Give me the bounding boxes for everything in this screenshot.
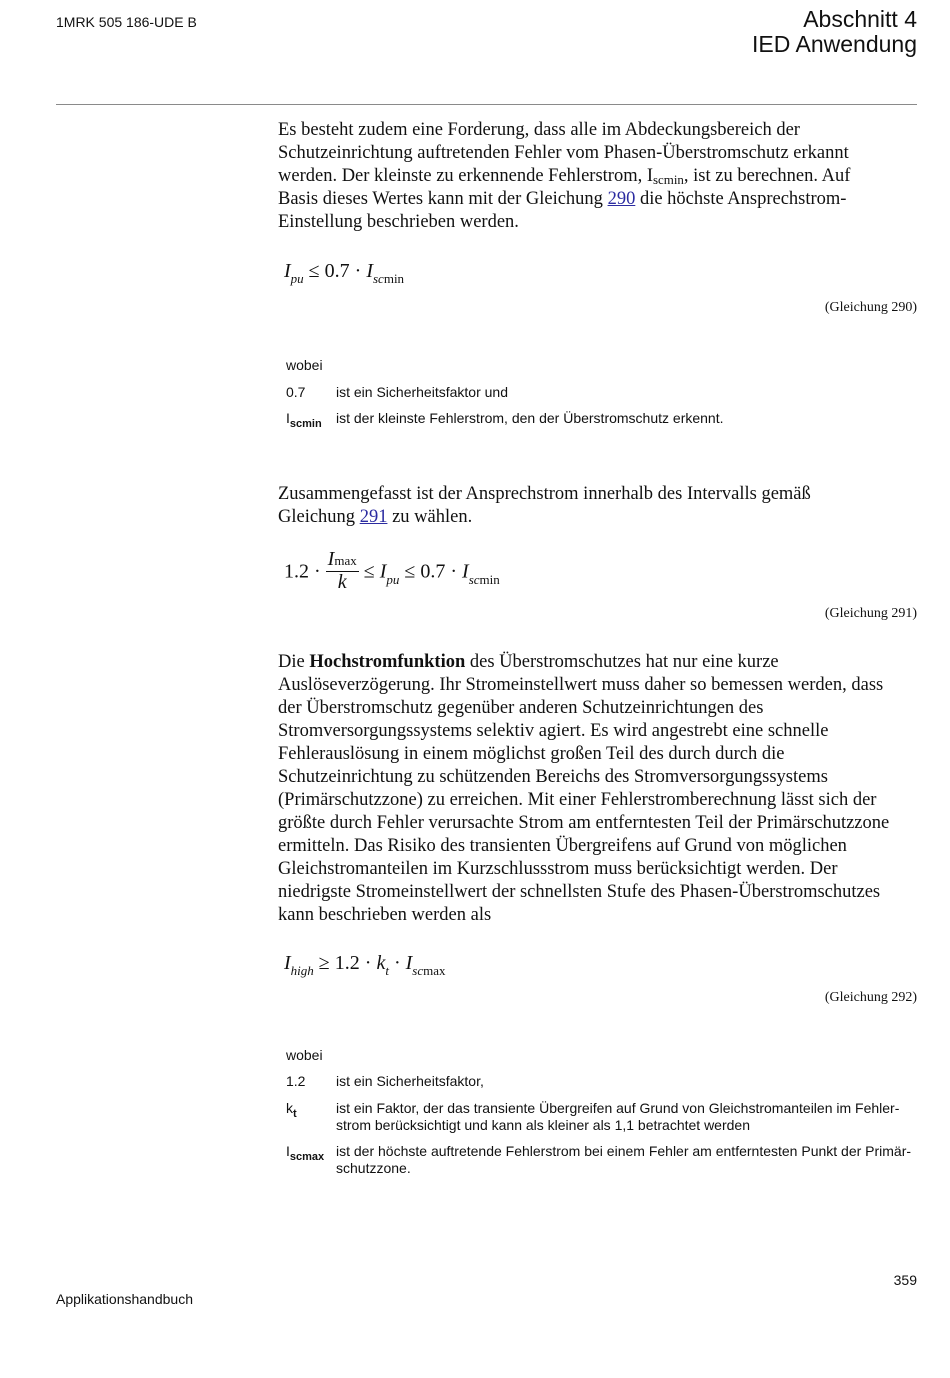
text-fragment: Basis dieses Wertes kann mit der Gleichung bbox=[278, 189, 608, 209]
symbol: I bbox=[366, 260, 373, 282]
where-label: wobei bbox=[286, 357, 323, 373]
text-line: Stromversorgungssystems selektiv agiert. Es wird angestrebt eine schnelle bbox=[278, 721, 829, 741]
symbol: I bbox=[462, 560, 469, 583]
operator: · bbox=[388, 952, 406, 974]
subscript: sc bbox=[412, 963, 424, 978]
subscript: scmin bbox=[289, 418, 322, 430]
equation-number-290: (Gleichung 290) bbox=[824, 300, 917, 315]
subscript: min bbox=[479, 571, 500, 587]
section-number: Abschnitt 4 bbox=[803, 6, 917, 32]
paragraph-requirement bbox=[278, 119, 918, 234]
symbol: I bbox=[284, 260, 291, 282]
subscript: scmin bbox=[653, 172, 684, 187]
paragraph-high-current bbox=[278, 651, 918, 927]
text-fragment: , ist zu berechnen. Auf bbox=[683, 166, 851, 186]
definition-symbol bbox=[286, 1073, 305, 1089]
symbol: 1.2 bbox=[286, 1073, 306, 1089]
operator: 1.2 · bbox=[284, 560, 326, 583]
subscript: max bbox=[334, 553, 357, 568]
symbol: k bbox=[337, 571, 347, 593]
text-line: Gleichstromanteilen im Kurzschlussstrom muss berücksichtigt werden. Der bbox=[278, 859, 838, 879]
text-line: Zusammengefasst ist der Ansprechstrom innerhalb des Intervalls gemäß bbox=[278, 484, 811, 504]
emphasis-term: Hochstromfunktion bbox=[309, 652, 466, 672]
manual-name: Applikationshandbuch bbox=[56, 1291, 193, 1307]
subscript: high bbox=[290, 963, 314, 978]
text-fragment: Gleichung bbox=[278, 507, 360, 527]
text-line: kann beschrieben werden als bbox=[278, 905, 492, 925]
text-line bbox=[278, 165, 918, 188]
equation-290 bbox=[284, 260, 405, 286]
text-line bbox=[278, 188, 918, 211]
subscript: scmax bbox=[289, 1151, 325, 1163]
symbol: I bbox=[286, 1143, 290, 1159]
symbol: I bbox=[405, 952, 413, 974]
fraction bbox=[326, 550, 359, 592]
denominator bbox=[326, 572, 359, 592]
definition-text bbox=[336, 1143, 912, 1177]
numerator bbox=[326, 550, 359, 572]
definition-symbol bbox=[286, 1100, 297, 1120]
text-line: ist der höchste auftretende Fehlerstrom bei einem Fehler am entferntesten Punkt der Primär- bbox=[336, 1143, 912, 1159]
text-fragment: werden. Der kleinste zu erkennende Fehlerstrom, I bbox=[278, 166, 653, 186]
subscript: min bbox=[383, 271, 405, 286]
text-line: ist ein Faktor, der das transiente Übergreifen auf Grund von Gleichstromanteilen im Fehler- bbox=[336, 1100, 900, 1116]
operator: ≤ bbox=[358, 560, 380, 583]
definition-text bbox=[336, 1100, 906, 1134]
symbol: k bbox=[376, 952, 386, 974]
equation-number-291: (Gleichung 291) bbox=[824, 606, 917, 621]
equation-291 bbox=[284, 548, 500, 594]
text-line: ermitteln. Das Risiko des transienten Übergreifens auf Grund von möglichen bbox=[278, 836, 847, 856]
text-line: Einstellung beschrieben werden. bbox=[278, 212, 519, 232]
equation-link-290[interactable]: 290 bbox=[607, 189, 636, 209]
text-line: ist ein Sicherheitsfaktor und bbox=[336, 384, 508, 400]
symbol: I bbox=[284, 952, 291, 974]
text-fragment: die höchste Ansprechstrom- bbox=[635, 189, 847, 209]
symbol: k bbox=[286, 1100, 293, 1116]
text-line: niedrigste Stromeinstellwert der schnellsten Stufe des Phasen-Überstromschutzes bbox=[278, 882, 881, 902]
text-line: ist der kleinste Fehlerstrom, den der Überstromschutz erkennt. bbox=[336, 410, 724, 426]
where-label: wobei bbox=[286, 1047, 323, 1063]
symbol: I bbox=[379, 560, 387, 583]
definition-symbol bbox=[286, 1143, 325, 1163]
operator: ≤ 0.7 · bbox=[303, 260, 367, 282]
subscript: t bbox=[385, 963, 389, 978]
text-line: Es besteht zudem eine Forderung, dass alle im Abdeckungsbereich der bbox=[278, 120, 800, 140]
operator: ≤ 0.7 · bbox=[399, 560, 463, 583]
subscript: sc bbox=[372, 271, 384, 286]
text-line: Schutzeinrichtung auftretenden Fehler vom Phasen-Überstromschutz erkannt bbox=[278, 143, 849, 163]
definition-text bbox=[336, 384, 906, 401]
symbol: I bbox=[286, 410, 290, 426]
text-fragment: zu wählen. bbox=[387, 507, 473, 527]
equation-link-291[interactable]: 291 bbox=[359, 507, 388, 527]
text-line bbox=[278, 651, 918, 674]
equation-number-292: (Gleichung 292) bbox=[824, 990, 917, 1005]
section-title: IED Anwendung bbox=[752, 31, 917, 57]
text-line: Auslöseverzögerung. Ihr Stromeinstellwert muss daher so bemessen werden, dass bbox=[278, 675, 884, 695]
document-id: 1MRK 505 186-UDE B bbox=[56, 14, 197, 30]
text-line: Fehlerauslösung in einem möglichst großen Teil des durch durch die bbox=[278, 744, 785, 764]
text-fragment: des Überstromschutzes hat nur eine kurze bbox=[465, 652, 779, 672]
operator: ≥ 1.2 · bbox=[313, 952, 377, 974]
text-line: ist ein Sicherheitsfaktor, bbox=[336, 1073, 484, 1089]
definition-text bbox=[336, 1073, 906, 1090]
text-line bbox=[278, 506, 918, 529]
definition-symbol bbox=[286, 384, 305, 400]
subscript: sc bbox=[468, 571, 480, 587]
page-number: 359 bbox=[893, 1272, 917, 1288]
text-fragment: Die bbox=[278, 652, 310, 672]
definition-text bbox=[336, 410, 906, 427]
definition-symbol bbox=[286, 410, 322, 430]
text-line: größte durch Fehler verursachte Strom am entferntesten Teil der Primärschutzzone bbox=[278, 813, 890, 833]
equation-292 bbox=[284, 952, 446, 978]
symbol: 0.7 bbox=[286, 384, 306, 400]
subscript: pu bbox=[290, 271, 304, 286]
text-line: schutzzone. bbox=[336, 1160, 411, 1176]
text-line: der Überstromschutz gegenüber anderen Schutzeinrichtungen des bbox=[278, 698, 764, 718]
paragraph-summary bbox=[278, 483, 918, 529]
subscript: max bbox=[423, 963, 446, 978]
text-line: (Primärschutzzone) zu erreichen. Mit einer Fehlerstromberechnung lässt sich der bbox=[278, 790, 877, 810]
text-line: strom berücksichtigt und kann als kleiner als 1,1 betrachtet werden bbox=[336, 1117, 750, 1133]
symbol: I bbox=[327, 548, 335, 570]
header-divider bbox=[56, 104, 917, 105]
text-line: Schutzeinrichtung zu schützenden Bereichs des Stromversorgungssystems bbox=[278, 767, 828, 787]
subscript: t bbox=[293, 1108, 297, 1120]
subscript: pu bbox=[386, 571, 400, 587]
